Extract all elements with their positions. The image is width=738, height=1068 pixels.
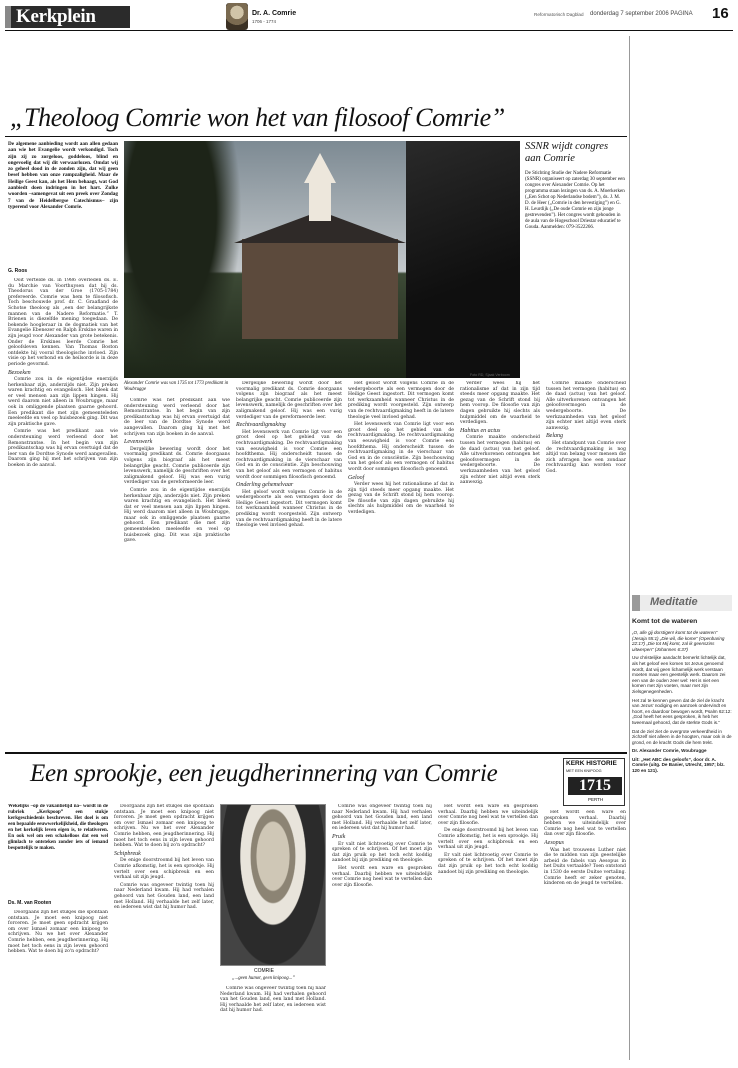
subhead: Levenswerk [124, 439, 153, 446]
paragraph: Comrie was ongeveer twintig toen hij naar Nederland kwam. Hij had verhalen gehoord van het Gouden land, een land met Holland. Hij verhaalde het zelf later, en iedereen wist dat hij humor had. [220, 986, 326, 1014]
article-column-1 [8, 278, 118, 748]
portrait-caption: COMRIE [254, 968, 274, 974]
article2-column-3 [220, 986, 326, 1060]
subhead: Onderling gehemelvaar [236, 482, 294, 489]
historie-sub: MET EEN KNIPOOG [566, 769, 602, 773]
masthead-years: 1706 - 1774 [252, 19, 277, 24]
paragraph: De enige doorstroomd bij het leven van Comrie afkomstig, het is een sprookje. Hij vertelt over een schipbreuk en een verhaal uit zijn jeugd. [114, 858, 214, 881]
paragraph: Doorgaans zijn het stukjes die spontaan ontstaan. Je moet een knipoog niet forceren. Je moet geen opdracht krijgen om over Ismael zomaar een knipoog te schrijven. Nu we het over Alexander Comrie hebben, een jeugdherinnering. Hij moet het toch eens in zijn leven gehoord hebben. Wat te doen bij zo'n opdracht? [8, 910, 108, 955]
article-column-6 [546, 381, 626, 748]
masthead [0, 0, 738, 32]
paragraph: Dergelijke bewering wordt door het voormalig predikant ds. Comrie doorgaans volgens zijn biograaf als het meest belangrijke geacht. Comrie publiceerde zijn levenswerk, namelijk de geschriften over het zaligmakend geloof. Hij was een vurig verdediger van de gereformeerde leer. [236, 381, 342, 420]
paragraph: Het wordt een ware en gesproken verhaal. Daarbij hebben we uiteindelijk over Comrie nog heel wat te vertellen dan over zijn filosofie. [438, 804, 538, 826]
subhead: Rechtvaardigmaking [236, 422, 286, 429]
paragraph: Verder wees hij het rationalisme af dat in zijn tijd steeds meer opgang maakte. Het gezag van de Schrift stond bij hem voorop. De filosofie van zijn dagen gebruikte hij slechts als hulpmiddel om de waarheid te verdedigen. [460, 381, 540, 426]
church-spire [304, 153, 336, 183]
paragraph: Het levenswerk van Comrie ligt voor een groot deel op het gebied van de rechtvaardigmaking. De rechtvaardigmaking van eeuwigheid is voor Comrie een hoofdthema. Hij onderscheidt tussen de rechtvaardigmaking in de vierschaar van God en in de consciëntie. Zijn beschouwing van het geloof als een vermogen of habitus wordt door sommigen filosofisch genoemd. [348, 422, 454, 472]
masthead-rule [5, 30, 733, 31]
paragraph: Comrie zou in de eigentijdse enerzijds herkenbaar zijn, anderzijds niet. Zijn preken waren krachtig en evangelisch. Het bleek dat er veel mensen aan zijn lippen hingen. Hij werd daarom niet alleen in Woubrugge, maar ook in omliggende plaatsen gaarne gehoord. Een predikant die met zijn gemeenteleden meeleefde en veel op huisbezoek ging. Dit was zijn praktische gave. [124, 487, 230, 544]
historie-label: KERK HISTORIE [566, 760, 617, 767]
church-photo [124, 141, 520, 378]
photo-credit: Foto RD, Sjaak Verboom [470, 373, 510, 377]
paragraph: Comrie was ongeveer twintig toen hij naar Nederland kwam. Hij had verhalen gehoord van het Gouden land, een land met Holland. Hij verhaalde het zelf later, en iedereen wist dat hij humor had. [114, 882, 214, 911]
subhead: Geloof [348, 474, 365, 481]
paragraph: Het wordt een ware en gesproken verhaal. Daarbij hebben we uiteindelijk over Comrie nog heel wat te vertellen dan over zijn filosofie. [544, 810, 626, 838]
paragraph: Het geloof wordt volgens Comrie in de wedergeboorte als een vermogen door de Heilige Geest ingestort. Dit vermogen komt tot werkzaamheid wanneer Christus in de prediking wordt voorgesteld. Zijn ontwerp van de rechtvaardigmaking heeft in de latere theologie veel invloed gehad. [236, 489, 342, 529]
byline: G. Roos [8, 268, 28, 274]
headline-rule [5, 136, 627, 137]
sidebox [525, 141, 625, 378]
paragraph: Het geloof wordt volgens Comrie in de wedergeboorte als een vermogen door de Heilige Geest ingestort. Dit vermogen komt tot werkzaamheid wanneer Christus in de prediking wordt voorgesteld. Zijn ontwerp van de rechtvaardigmaking heeft in de latere theologie veel invloed gehad. [348, 381, 454, 420]
sidebox-text: De Stichting Studie der Nadere Reformatie (SSNR) organiseert op zaterdag 30 september een congres over Alexander Comrie. Op het programma staan lezingen van ds. A. Moerkerken („Een Schot op Nederlandse bodem”), ds. J. M. D. de Heer („Comrie in den bevestiging”) en G. H. Leurdijk („De oude Comrie en zijn jonge gestrevenden”). Het congres wordt gehouden in de aula van de Hogeschool Driestar educatief te Gouda. Aanmelden: 079-3522266. [525, 171, 625, 230]
subhead: Habitus en actus [460, 427, 501, 434]
meditatie-column [632, 618, 732, 1058]
paragraph: Er valt niet lichtvoetig over Comrie te spreken of te schrijven. Of het moet zijn dat zijn pruik op het toch echt koddig aandoet bij zijn prediking en theologie. [332, 841, 432, 864]
photo-caption: Alexander Comrie was van 1735 tot 1773 predikant in Woubrugge [124, 381, 229, 392]
paragraph: Verder wees hij het rationalisme af dat in zijn tijd steeds meer opgang maakte. Het gezag van de Schrift stond bij hem voorop. De filosofie van zijn dagen gebruikte hij slechts als hulpmiddel om de waarheid te verdedigen. [348, 482, 454, 516]
paragraph: Comrie was het predikant aan wie ondersteuning werd verleend door het Remonstrantse. In het begin van zijn predikantschap was hij ervan overtuigd dat de leer van de Dordtse Synode werd aangevallen. Daarom ging hij met het schrijven van zijn boeken in de aanval. [124, 398, 230, 437]
paragraph: Comrie zou in de eigentijdse enerzijds herkenbaar zijn, anderzijds niet. Zijn preken waren krachtig en evangelisch. Het bleek dat er veel mensen aan zijn lippen hingen. Hij werd daarom niet alleen in Woubrugge, maar ook in omliggende plaatsen gaarne gehoord. Een predikant die met zijn gemeenteleden meeleefde en veel op huisbezoek ging. Dit was zijn praktische gave. [8, 377, 118, 427]
paragraph: Dat de ziel ziet de overgrote verkeerdheid in zichzelf niet alleen in de hoogten, maar ook in de grond, en de kracht Gods die hem trekt. [632, 728, 732, 745]
paragraph: Het levenswerk van Comrie ligt voor een groot deel op het gebied van de rechtvaardigmaking. De rechtvaardigmaking van eeuwigheid is voor Comrie een hoofdthema. Hij onderscheidt tussen de rechtvaardigmaking in de vierschaar van God en in de consciëntie. Zijn beschouwing van het geloof als een vermogen of habitus wordt door sommigen filosofisch genoemd. [236, 429, 342, 480]
subhead: Pruik [332, 833, 346, 840]
sidebox-title: SSNR wijdt congres aan Comrie [525, 141, 609, 164]
church-tower [309, 181, 331, 221]
article2-column-2 [114, 804, 214, 1060]
section-divider [5, 752, 627, 754]
subhead: Aesopus [544, 839, 564, 846]
historie-badge [563, 758, 625, 806]
meditatie-header [632, 595, 732, 611]
historie-year: 1715 [568, 777, 622, 795]
paragraph: Ooit vertelde ds. in 1986 overleden ds. E. du Marchie van Voorthuysen dat hij ds. Theodorus van der Groe (1705-1784) prefereerde. Comrie was hem te filosofisch. Toch beschouwde prof. dr. C. Graafland de Schotse theoloog als „een der belangrijkste mannen van de Nadere Reformatie.” T. Brienen is diezelfde mening toegedaan. De bekende hoogleraar in de dogmatiek van het Evangelie Ebenezer en Ralph Erskine waren in zijn jeugd voor Alexander van grote betekenis. Onder de Erskines leerde Comrie het geloofsleven kennen. Van Thomas Boston ontdekte hij vooral theologische invloed. Zijn visie op het verbond en de heilsorde is in deze periode gevormd. [8, 278, 118, 367]
article-column-5 [460, 381, 540, 748]
article-lead: De algemene aanbieding wordt aan allen gedaan aan wie het Evangelie wordt verkondigd. Toch zijn zij zo zorgeloos, goddeloos, blind en ongevoelig dat wij dit verwaarlozen. Omdat wij zo geheel dood in de zonden zijn, dat wij geen besef hebben van onze rampzaligheid. Maar de Heilige Geest kan, als het Hem behaagt, wat God aanbiedt doen indringen in het hart. Zulke woorden –samengevat uit een preek over Zondag 7 van de Heidelbergse Catechismus– zijn typerend voor Alexander Comrie. [8, 141, 118, 210]
subhead: Bezoeken [8, 369, 31, 376]
subhead: Schipbreuk [114, 850, 141, 857]
paragraph: Het wordt een ware en gesproken verhaal. Daarbij hebben we uiteindelijk over Comrie nog heel wat te vertellen dan over zijn filosofie. [332, 865, 432, 888]
paragraph: Was het trouwens Luther niet die te midden van zijn geestelijke arbeid de fabels van Aesopus in het Duits vertaalde? Toen ontstond in 1530 de eerste Duitse vertaling. Comrie heeft er zeker genoten, kinderen en de jeugd te vertellen. [544, 847, 626, 887]
paragraph: Dergelijke bewering wordt door het voormalig predikant ds. Comrie doorgaans volgens zijn biograaf als het meest belangrijke geacht. Comrie publiceerde zijn levenswerk, namelijk de geschriften over het zaligmakend geloof. Hij was een vurig verdediger van de gereformeerde leer. [124, 446, 230, 486]
page-number: 16 [712, 5, 729, 22]
paragraph: Comrie maakte onderscheid tussen het vermogen (habitus) en de daad (actus) van het geloof. Alle uitverkorenen ontvangen het geloofsvermogen in de wedergeboorte. De werkzaamheden van het geloof zijn echter niet altijd even sterk aanwezig. [460, 435, 540, 486]
paragraph: Comrie maakte onderscheid tussen het vermogen (habitus) en de daad (actus) van het geloof. Alle uitverkorenen ontvangen het geloofsvermogen in de wedergeboorte. De werkzaamheden van het geloof zijn echter niet altijd even sterk aanwezig. [546, 381, 626, 431]
section-title: Kerkplein [16, 6, 96, 27]
paragraph: Doorgaans zijn het stukjes die spontaan ontstaan. Je moet een knipoog niet forceren. Je moet geen opdracht krijgen om over Ismael zomaar een knipoog te schrijven. Nu we het over Alexander Comrie hebben, een jeugdherinnering. Hij moet het toch eens in zijn leven gehoord hebben. Wat te doen bij zo'n opdracht? [114, 804, 214, 849]
article2-column-4 [332, 804, 432, 1060]
paragraph: Het zal te kennen geven dat de ziel de kracht van Jezus' nodiging en aanzoek ondervindt en hoort, en daardoor bewogen wordt, Psalm 62:12: „God heeft het eens gesproken, ik heb het tweemaal gehoord, dat de sterkte Gods is.” [632, 697, 732, 725]
article-column-3 [236, 381, 342, 748]
paragraph: Uw christelijke aandacht bemerkt lichtelijk dat, als het geloof een komen tot Jezus genoemd wordt, dat wij geen lichamelijk werk verstaan moeten maar een geestelijk werk. Daarom zei een van de ouden zeer wel: Het is niet een komen met zijn voeten, maar met zijn zielsgenegenheden. [632, 655, 726, 694]
meditatie-source: Uit: „Het ABC des geloofs”, door dr. A. Comrie (uitg. De Banier, Utrecht, 1957; blz. 120 en 121). [632, 756, 725, 774]
paragraph: Comrie was ongeveer twintig toen hij naar Nederland kwam. Hij had verhalen gehoord van het Gouden land, een land met Holland. Hij verhaalde het zelf later, en iedereen wist dat hij humor had. [332, 804, 432, 832]
church-building [242, 239, 398, 339]
tree-silhouette [124, 141, 242, 378]
page-title-2: Een sprookje, een jeugdherinnering van Comrie [30, 760, 498, 787]
article2-column-5 [438, 804, 538, 1060]
comrie-portrait [220, 804, 326, 966]
article2-column-6 [544, 810, 626, 1060]
paragraph: Er valt niet lichtvoetig over Comrie te spreken of te schrijven. Of het moet zijn dat zijn pruik op het toch echt koddig aandoet bij zijn prediking en theologie. [438, 852, 538, 875]
masthead-name: Dr. A. Comrie [252, 10, 297, 17]
portrait-subcaption: „...geen humor, geen knipoog...” [232, 976, 295, 981]
paragraph: Het standpunt van Comrie over de rechtvaardigmaking is nog altijd van belang voor mensen die zich afvragen hoe een zondaar rechtvaardig kan worden voor God. [546, 440, 626, 474]
article2-lead: Wekelijks –op de vakantietijd na– wordt in de rubriek „Kerkpoop” een stukje kerkgeschiedenis beschreven. Het doel is om een bepaalde eeuwwerkelijkheid, die theologen en het kerkelijk leven eigen is, te relativeren. En ook wel om een schakelloos dat een wel glimlach te ontsteken zonder iets of iemand bespottelijk te maken. [8, 804, 108, 851]
meditatie-label: Meditatie [650, 596, 698, 608]
article-column-4 [348, 381, 454, 748]
paragraph: De enige doorstroomd bij het leven van Comrie afkomstig, het is een sprookje. Hij vertelt over een schipbreuk en een verhaal uit zijn jeugd. [438, 828, 538, 851]
paragraph: Comrie was het predikant aan wie ondersteuning werd verleend door het Remonstrantse. In het begin van zijn predikantschap was hij ervan overtuigd dat de leer van de Dordtse Synode werd aangevallen. Daarom ging hij met het schrijven van zijn boeken in de aanval. [8, 429, 118, 468]
avatar [226, 3, 248, 30]
article2-byline: Ds. M. van Rooten [8, 900, 52, 906]
meditatie-title: Komt tot de wateren [632, 618, 698, 625]
sidebar-top-image [632, 36, 732, 584]
sidebar-divider [629, 36, 630, 1060]
article-column-2 [124, 398, 230, 748]
meditatie-author: Dr. Alexander Comrie, Woubrugge [632, 748, 707, 754]
paper-name: Reformatorisch Dagblad [534, 12, 584, 17]
meditatie-quote: „O, alle gij dorstigen! komt tot de wateren” (Jesaja 55:1) „Die wil, die kome” (Openbaring 22:17) „Die tot Mij komt, zal ik geenszins uitwerpen” (Johannes 6:37) [632, 630, 725, 652]
historie-place: PERTH [588, 797, 604, 802]
date-line: donderdag 7 september 2006 PAGINA [590, 11, 693, 17]
page-title: „Theoloog Comrie won het van filosoof Comrie” [10, 103, 505, 132]
article2-column-1 [8, 910, 108, 1060]
subhead: Belang [546, 433, 563, 440]
statue-silhouette [406, 141, 520, 378]
